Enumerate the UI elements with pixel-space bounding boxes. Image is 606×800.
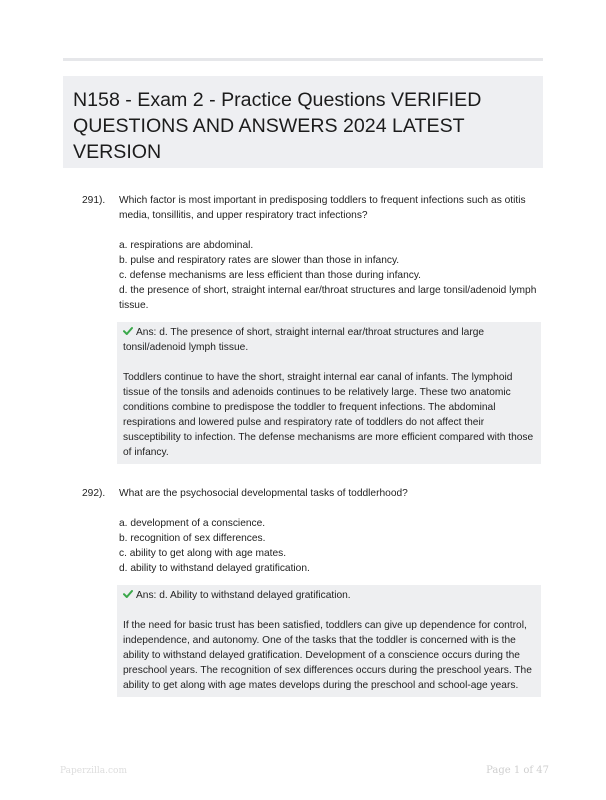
option-item: b. pulse and respiratory rates are slower than those in infancy. (119, 255, 400, 266)
answer-box (117, 585, 541, 697)
option-item: c. ability to get along with age mates. (119, 548, 287, 559)
check-icon (123, 326, 133, 336)
answer-explanation: If the need for basic trust has been satisfied, toddlers can give up dependence for control, independence, and autonomy. One of the tasks that the toddler is concerned with is the ability to withstand delayed gratification. Development of a conscience occurs during the preschool years. The recognition of sex differences occurs during the preschool years. The ability to get along with age mates develops during the preschool and school-age years. (123, 620, 532, 691)
page-title: N158 - Exam 2 - Practice Questions VERIFIED QUESTIONS AND ANSWERS 2024 LATEST VERSION (73, 89, 482, 163)
question-number: 291). (82, 195, 106, 206)
title-banner (63, 76, 543, 168)
answer-box (117, 322, 541, 464)
option-item: a. development of a conscience. (119, 518, 266, 529)
answer-explanation: Toddlers continue to have the short, straight internal ear canal of infants. The lymphoid tissue of the tonsils and adenoids continues to be relatively large. These two anatomic conditions combine to predispose the toddler to frequent infections. The abdominal respirations and lowered pulse and respiratory rate of toddlers do not affect their susceptibility to infection. The defense mechanisms are more efficient compared with those of infancy. (123, 372, 534, 458)
page-indicator: Page 1 of 47 (486, 765, 549, 776)
footer-watermark: Paperzilla.com (60, 766, 128, 776)
check-icon (123, 589, 133, 599)
answer-text: Ans: d. The presence of short, straight internal ear/throat structures and large tonsil/adenoid lymph tissue. (123, 327, 485, 353)
question-body (119, 193, 543, 464)
question-text: Which factor is most important in predisposing toddlers to frequent infections such as otitis media, tonsillitis, and upper respiratory tract infections? (119, 195, 526, 221)
top-divider (63, 58, 543, 61)
option-item: d. the presence of short, straight internal ear/throat structures and large tonsil/adenoid lymph tissue. (119, 285, 537, 311)
answer-options (119, 516, 543, 576)
option-item: d. ability to withstand delayed gratification. (119, 563, 310, 574)
answer-text: Ans: d. Ability to withstand delayed gratification. (136, 590, 351, 601)
question-number: 292). (82, 488, 106, 499)
question-text: What are the psychosocial developmental tasks of toddlerhood? (119, 488, 408, 499)
option-item: c. defense mechanisms are less efficient than those during infancy. (119, 270, 422, 281)
option-item: a. respirations are abdominal. (119, 240, 254, 251)
answer-options (119, 238, 543, 313)
option-item: b. recognition of sex differences. (119, 533, 266, 544)
question-body (119, 486, 543, 697)
